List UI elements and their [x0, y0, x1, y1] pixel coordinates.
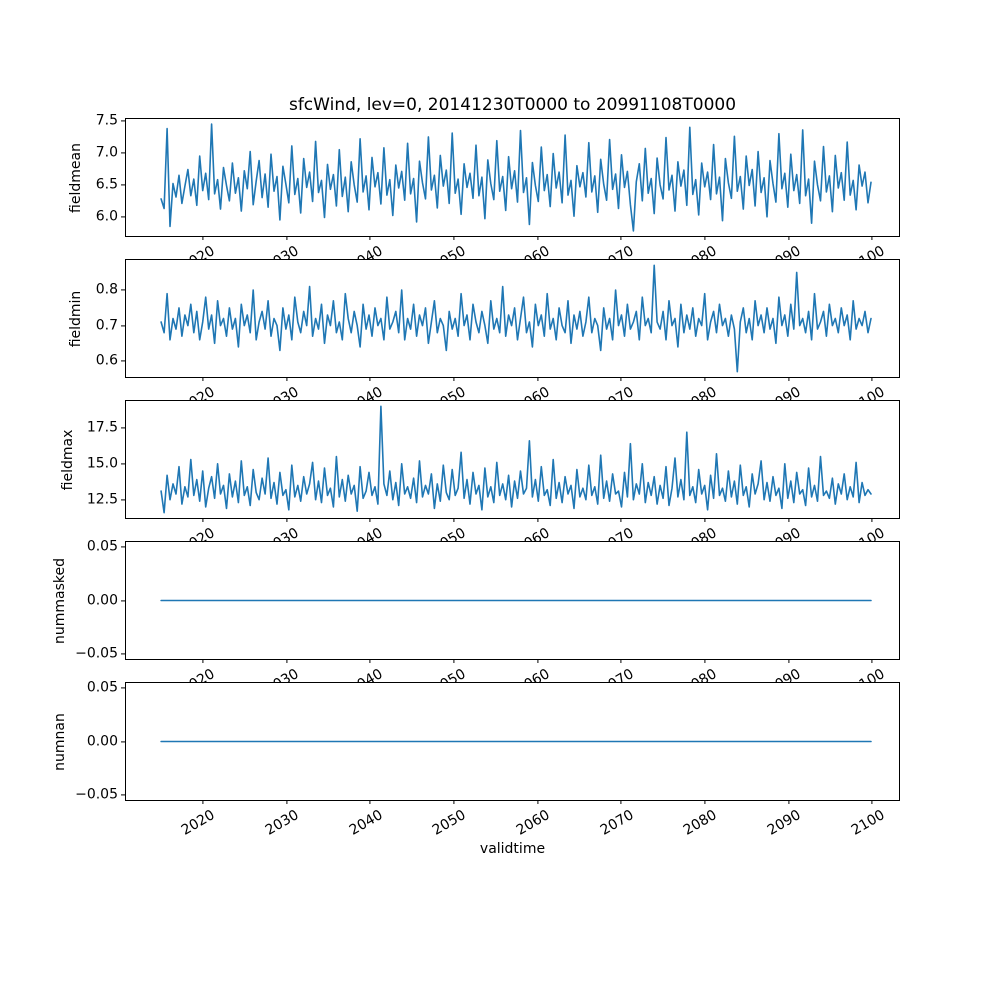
x-tick-mark [370, 800, 371, 804]
y-tick-label: 7.0 [95, 144, 118, 161]
y-tick-label: 0.8 [95, 281, 118, 298]
x-tick-mark [788, 518, 789, 522]
x-tick-mark [286, 800, 287, 804]
x-tick-mark [202, 518, 203, 522]
x-axis-label: validtime [479, 841, 546, 857]
x-tick-mark [621, 518, 622, 522]
x-tick-mark [872, 377, 873, 381]
x-tick-mark [453, 377, 454, 381]
y-tick-mark [121, 360, 125, 361]
x-tick-mark [621, 659, 622, 663]
y-tick-mark [121, 152, 125, 153]
x-tick-mark [537, 377, 538, 381]
x-tick-mark [370, 236, 371, 240]
x-tick-label: 2080 [681, 807, 720, 839]
y-axis-label-fieldmean: fieldmean [68, 142, 84, 213]
x-tick-mark [788, 377, 789, 381]
y-tick-label: 17.5 [86, 419, 118, 436]
y-tick-mark [121, 463, 125, 464]
y-tick-mark [121, 216, 125, 217]
x-tick-mark [872, 518, 873, 522]
x-tick-mark [621, 800, 622, 804]
x-tick-mark [286, 659, 287, 663]
y-tick-mark [121, 688, 125, 689]
y-tick-mark [121, 600, 125, 601]
x-tick-label: 2070 [597, 807, 637, 839]
x-tick-mark [202, 659, 203, 663]
fieldmin-line-chart [126, 260, 899, 377]
x-tick-mark [872, 800, 873, 804]
y-tick-mark [121, 794, 125, 795]
y-axis-label-fieldmax: fieldmax [60, 429, 76, 490]
y-tick-label: 0.05 [86, 679, 118, 696]
subplot-nummasked [52, 538, 900, 662]
y-tick-label: −0.05 [75, 645, 118, 662]
y-tick-mark [121, 427, 125, 428]
x-tick-mark [537, 800, 538, 804]
x-tick-mark [704, 518, 705, 522]
y-tick-label: 0.00 [86, 733, 118, 750]
subplot-fieldmean [68, 112, 900, 237]
y-tick-label: 12.5 [86, 491, 118, 508]
x-tick-mark [286, 518, 287, 522]
subplot-fieldmin [68, 259, 900, 378]
y-tick-label: 6.5 [95, 176, 118, 193]
x-tick-mark [704, 236, 705, 240]
x-tick-mark [453, 518, 454, 522]
x-tick-mark [788, 659, 789, 663]
x-tick-mark [453, 800, 454, 804]
x-tick-mark [537, 518, 538, 522]
fieldmin-series-line [161, 265, 871, 371]
x-tick-mark [788, 800, 789, 804]
x-tick-mark [453, 236, 454, 240]
y-tick-mark [121, 499, 125, 500]
x-tick-mark [537, 236, 538, 240]
y-tick-mark [121, 325, 125, 326]
y-tick-label: 7.5 [95, 112, 118, 129]
y-axis-label-nummasked: nummasked [52, 557, 68, 644]
x-tick-mark [202, 236, 203, 240]
x-tick-label: 2090 [764, 807, 804, 839]
y-axis-label-fieldmin: fieldmin [68, 290, 84, 347]
fieldmax-line-chart [126, 401, 899, 518]
x-tick-mark [621, 377, 622, 381]
x-tick-mark [704, 659, 705, 663]
x-tick-label: 2020 [179, 807, 218, 839]
y-tick-mark [121, 741, 125, 742]
x-tick-mark [286, 377, 287, 381]
x-tick-mark [788, 236, 789, 240]
x-tick-label: 2100 [848, 807, 888, 839]
y-tick-mark [121, 290, 125, 291]
y-tick-label: 0.00 [86, 592, 118, 609]
x-tick-mark [370, 518, 371, 522]
y-tick-label: 6.0 [95, 208, 118, 225]
x-tick-mark [872, 659, 873, 663]
x-tick-mark [370, 377, 371, 381]
x-tick-mark [872, 236, 873, 240]
y-tick-label: 15.0 [86, 455, 118, 472]
y-tick-mark [121, 184, 125, 185]
x-tick-label: 2030 [262, 807, 302, 839]
y-axis-label-numnan: numnan [52, 712, 68, 771]
x-tick-mark [537, 659, 538, 663]
subplot-fieldmax [60, 400, 900, 519]
y-tick-label: 0.05 [86, 538, 118, 555]
x-tick-mark [453, 659, 454, 663]
fieldmax-series-line [161, 406, 871, 512]
fieldmean-line-chart [126, 119, 899, 236]
subplot-numnan [52, 679, 900, 839]
y-tick-mark [121, 120, 125, 121]
x-tick-label: 2050 [430, 807, 469, 839]
x-tick-label: 2060 [513, 807, 553, 839]
x-tick-mark [286, 236, 287, 240]
y-tick-label: 0.6 [95, 352, 118, 369]
y-tick-label: 0.7 [95, 317, 118, 334]
nummasked-line-chart [126, 542, 899, 659]
x-tick-mark [704, 377, 705, 381]
x-tick-mark [704, 800, 705, 804]
fieldmean-series-line [161, 124, 871, 231]
y-tick-label: −0.05 [75, 786, 118, 803]
x-tick-mark [202, 377, 203, 381]
y-tick-mark [121, 653, 125, 654]
x-tick-mark [621, 236, 622, 240]
x-tick-mark [202, 800, 203, 804]
chart-title: sfcWind, lev=0, 20141230T0000 to 20991108T0000 [288, 95, 737, 115]
x-tick-mark [370, 659, 371, 663]
x-tick-label: 2040 [346, 807, 386, 839]
numnan-line-chart [126, 683, 899, 800]
y-tick-mark [121, 547, 125, 548]
